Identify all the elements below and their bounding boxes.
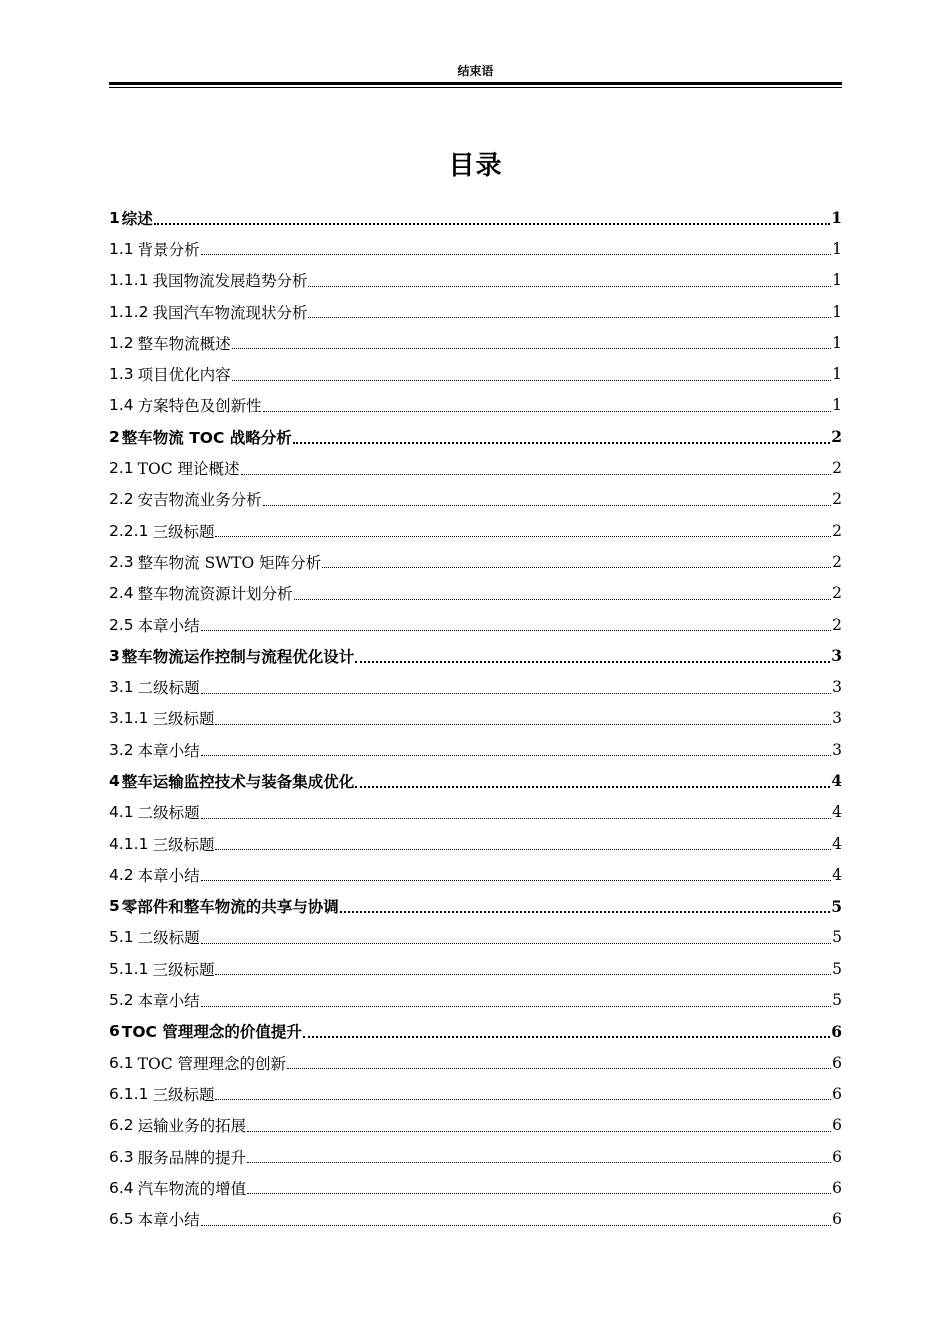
toc-entry-title: 综述 xyxy=(121,209,153,228)
toc-dot-leader xyxy=(201,1225,831,1226)
toc-entry-title: 二级标题 xyxy=(137,679,200,698)
toc-entry-number: 6.3 xyxy=(109,1147,134,1166)
toc-entry-number: 1.2 xyxy=(109,333,134,352)
toc-dot-leader xyxy=(303,1036,830,1038)
toc-entry-number: 4.1.1 xyxy=(109,834,149,853)
toc-entry-title: 二级标题 xyxy=(137,929,200,948)
toc-entry-number: 3.1 xyxy=(109,678,134,697)
toc-entry[interactable] xyxy=(109,1016,842,1047)
toc-dot-leader xyxy=(215,536,831,537)
toc-entry-title: 汽车物流的增值 xyxy=(137,1179,247,1198)
toc-dot-leader xyxy=(263,505,831,506)
toc-entry-title: 本章小结 xyxy=(137,741,200,760)
toc-dot-leader xyxy=(263,411,831,412)
toc-entry-number: 2.4 xyxy=(109,584,134,603)
toc-entry[interactable] xyxy=(109,828,842,859)
toc-entry-title: 运输业务的拓展 xyxy=(137,1117,247,1136)
toc-entry-number: 2 xyxy=(109,427,120,446)
toc-entry[interactable] xyxy=(109,202,842,233)
toc-entry-page-number: 2 xyxy=(832,521,842,540)
toc-entry-title: 整车物流 TOC 战略分析 xyxy=(121,428,292,447)
running-header: 结束语 xyxy=(457,64,494,78)
toc-dot-leader xyxy=(241,474,832,475)
toc-entry-title: 项目优化内容 xyxy=(137,366,231,385)
toc-entry-number: 4.2 xyxy=(109,865,134,884)
page-title: 目录 xyxy=(448,151,503,181)
toc-entry-title: 整车物流资源计划分析 xyxy=(137,585,293,604)
toc-entry-page-number: 1 xyxy=(831,208,842,228)
toc-entry-number: 4.1 xyxy=(109,803,134,822)
toc-entry-number: 3.1.1 xyxy=(109,709,149,728)
toc-dot-leader xyxy=(215,1099,831,1100)
toc-dot-leader xyxy=(322,567,831,568)
toc-entry[interactable] xyxy=(109,515,842,546)
toc-entry-title: 整车物流运作控制与流程优化设计 xyxy=(121,647,355,666)
toc-entry-title: 本章小结 xyxy=(137,992,200,1011)
toc-dot-leader xyxy=(340,911,830,913)
toc-entry-page-number: 5 xyxy=(832,959,842,978)
toc-entry-number: 5 xyxy=(109,897,120,916)
toc-dot-leader xyxy=(247,1193,831,1194)
toc-entry[interactable] xyxy=(109,703,842,734)
toc-entry-page-number: 4 xyxy=(832,834,842,853)
toc-entry-title: 整车物流概述 xyxy=(137,334,231,353)
toc-entry-title: 二级标题 xyxy=(137,804,200,823)
toc-dot-leader xyxy=(308,317,831,318)
toc-entry[interactable] xyxy=(109,1078,842,1109)
toc-entry-number: 5.1 xyxy=(109,928,134,947)
toc-entry-page-number: 4 xyxy=(832,803,842,822)
toc-entry-page-number: 2 xyxy=(832,584,842,603)
toc-entry-number: 3 xyxy=(109,646,120,665)
toc-entry[interactable] xyxy=(109,546,842,577)
toc-entry-page-number: 1 xyxy=(832,302,842,321)
toc-entry-page-number: 6 xyxy=(831,1021,842,1041)
toc-dot-leader xyxy=(308,286,831,287)
toc-entry-title: 安吉物流业务分析 xyxy=(137,491,262,510)
table-of-contents xyxy=(109,202,842,1235)
toc-dot-leader xyxy=(294,599,831,600)
toc-dot-leader xyxy=(201,630,831,631)
toc-entry-number: 5.2 xyxy=(109,991,134,1010)
toc-entry-page-number: 1 xyxy=(832,365,842,384)
toc-dot-leader xyxy=(287,1068,831,1069)
toc-entry-title: 方案特色及创新性 xyxy=(137,397,262,416)
toc-entry-page-number: 5 xyxy=(831,896,842,916)
toc-entry-page-number: 2 xyxy=(832,615,842,634)
toc-entry-page-number: 5 xyxy=(832,991,842,1010)
toc-entry-title: 三级标题 xyxy=(152,835,215,854)
toc-entry[interactable] xyxy=(109,1172,842,1203)
toc-entry-page-number: 3 xyxy=(831,646,842,666)
toc-dot-leader xyxy=(232,348,831,349)
toc-entry-title: TOC 管理理念的创新 xyxy=(137,1054,286,1073)
toc-entry-number: 2.1 xyxy=(109,459,134,478)
toc-entry[interactable] xyxy=(109,265,842,296)
toc-entry-number: 2.5 xyxy=(109,615,134,634)
toc-entry-title: 本章小结 xyxy=(137,616,200,635)
toc-entry-number: 5.1.1 xyxy=(109,959,149,978)
toc-dot-leader xyxy=(201,254,831,255)
toc-entry[interactable] xyxy=(109,765,842,796)
toc-entry[interactable] xyxy=(109,797,842,828)
toc-entry-page-number: 2 xyxy=(832,552,842,571)
toc-entry-page-number: 6 xyxy=(832,1084,842,1103)
toc-entry-number: 1.1.1 xyxy=(109,271,149,290)
toc-entry-number: 6.4 xyxy=(109,1178,134,1197)
toc-entry-title: 我国汽车物流现状分析 xyxy=(152,303,308,322)
toc-entry[interactable] xyxy=(109,984,842,1015)
toc-entry-number: 1.1 xyxy=(109,239,134,258)
toc-entry-page-number: 2 xyxy=(832,490,842,509)
toc-entry[interactable] xyxy=(109,1110,842,1141)
toc-entry-page-number: 1 xyxy=(832,396,842,415)
toc-dot-leader xyxy=(247,1162,831,1163)
toc-entry[interactable] xyxy=(109,922,842,953)
toc-dot-leader xyxy=(201,880,831,881)
toc-dot-leader xyxy=(293,442,830,444)
toc-entry-number: 6.5 xyxy=(109,1210,134,1229)
toc-entry-number: 1 xyxy=(109,208,120,227)
toc-entry-page-number: 3 xyxy=(832,678,842,697)
toc-entry-title: 我国物流发展趋势分析 xyxy=(152,272,308,291)
toc-entry-page-number: 6 xyxy=(832,1178,842,1197)
header-rule-thick xyxy=(109,82,842,85)
toc-entry-title: 整车运输监控技术与装备集成优化 xyxy=(121,772,355,791)
toc-entry-page-number: 5 xyxy=(832,928,842,947)
toc-entry[interactable] xyxy=(109,640,842,671)
toc-entry-number: 1.3 xyxy=(109,365,134,384)
toc-entry-number: 4 xyxy=(109,771,120,790)
toc-entry-title: 背景分析 xyxy=(137,240,200,259)
toc-entry-title: 本章小结 xyxy=(137,866,200,885)
toc-entry-number: 1.1.2 xyxy=(109,302,149,321)
toc-entry-page-number: 3 xyxy=(832,740,842,759)
toc-entry-page-number: 1 xyxy=(832,333,842,352)
toc-entry-title: 服务品牌的提升 xyxy=(137,1148,247,1167)
toc-entry-title: 三级标题 xyxy=(152,1085,215,1104)
toc-entry-page-number: 4 xyxy=(832,865,842,884)
toc-dot-leader xyxy=(215,724,831,725)
toc-entry-number: 6.1.1 xyxy=(109,1084,149,1103)
toc-entry[interactable] xyxy=(109,358,842,389)
toc-entry-title: 三级标题 xyxy=(152,522,215,541)
toc-dot-leader xyxy=(247,1131,831,1132)
toc-dot-leader xyxy=(355,786,830,788)
toc-entry[interactable] xyxy=(109,390,842,421)
toc-entry-page-number: 1 xyxy=(832,271,842,290)
toc-entry-page-number: 6 xyxy=(832,1116,842,1135)
toc-entry-page-number: 1 xyxy=(832,239,842,258)
toc-entry[interactable] xyxy=(109,233,842,264)
toc-entry-title: 本章小结 xyxy=(137,1211,200,1230)
toc-entry[interactable] xyxy=(109,891,842,922)
toc-entry-title: 三级标题 xyxy=(152,710,215,729)
toc-dot-leader xyxy=(215,849,831,850)
toc-entry-title: TOC 理论概述 xyxy=(137,460,240,479)
toc-entry-page-number: 3 xyxy=(832,709,842,728)
toc-entry-number: 1.4 xyxy=(109,396,134,415)
toc-entry-number: 3.2 xyxy=(109,740,134,759)
toc-dot-leader xyxy=(215,974,831,975)
toc-entry-title: 整车物流 SWTO 矩阵分析 xyxy=(137,553,322,572)
toc-dot-leader xyxy=(201,818,831,819)
toc-entry[interactable] xyxy=(109,578,842,609)
toc-entry[interactable] xyxy=(109,609,842,640)
toc-entry[interactable] xyxy=(109,484,842,515)
toc-entry[interactable] xyxy=(109,452,842,483)
toc-entry-title: 零部件和整车物流的共享与协调 xyxy=(121,898,339,917)
toc-entry-number: 6 xyxy=(109,1022,120,1041)
toc-entry[interactable] xyxy=(109,1204,842,1235)
toc-entry-title: TOC 管理理念的价值提升 xyxy=(121,1023,302,1042)
toc-entry-page-number: 2 xyxy=(831,427,842,447)
toc-entry-page-number: 2 xyxy=(832,459,842,478)
toc-entry[interactable] xyxy=(109,296,842,327)
toc-dot-leader xyxy=(232,380,831,381)
toc-entry-page-number: 4 xyxy=(831,771,842,791)
toc-entry[interactable] xyxy=(109,953,842,984)
toc-entry-page-number: 6 xyxy=(832,1210,842,1229)
toc-entry-page-number: 6 xyxy=(832,1053,842,1072)
toc-entry[interactable] xyxy=(109,1047,842,1078)
toc-entry[interactable] xyxy=(109,327,842,358)
toc-dot-leader xyxy=(355,661,830,663)
toc-entry-number: 6.2 xyxy=(109,1116,134,1135)
toc-entry[interactable] xyxy=(109,671,842,702)
toc-entry-title: 三级标题 xyxy=(152,960,215,979)
toc-entry-page-number: 6 xyxy=(832,1147,842,1166)
toc-entry[interactable] xyxy=(109,734,842,765)
toc-entry-number: 2.2 xyxy=(109,490,134,509)
toc-entry-number: 2.3 xyxy=(109,552,134,571)
toc-dot-leader xyxy=(201,1006,831,1007)
toc-dot-leader xyxy=(201,693,831,694)
toc-entry[interactable] xyxy=(109,421,842,452)
header-rule-thin xyxy=(109,87,842,88)
toc-entry[interactable] xyxy=(109,859,842,890)
toc-entry[interactable] xyxy=(109,1141,842,1172)
toc-dot-leader xyxy=(201,755,831,756)
toc-entry-number: 6.1 xyxy=(109,1053,134,1072)
toc-dot-leader xyxy=(154,223,830,225)
toc-entry-number: 2.2.1 xyxy=(109,521,149,540)
toc-dot-leader xyxy=(201,943,831,944)
